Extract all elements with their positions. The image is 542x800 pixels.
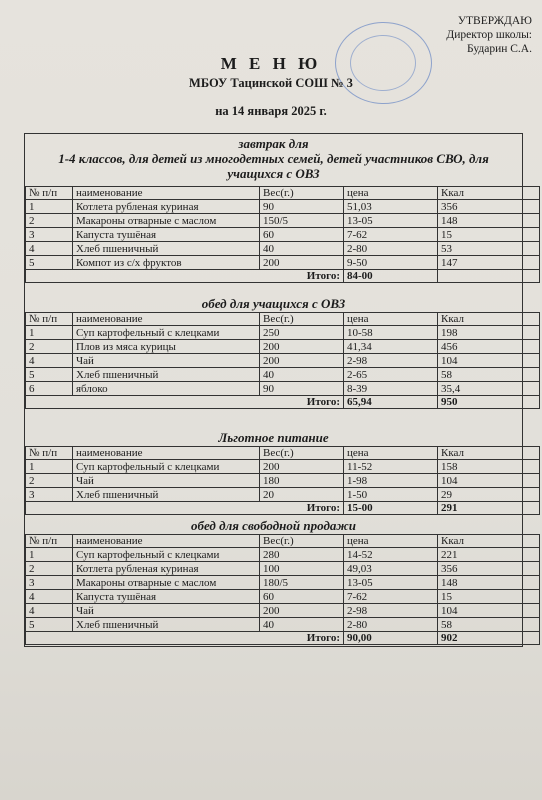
approver-position: Директор школы: bbox=[446, 29, 532, 41]
table-cell: 180 bbox=[260, 474, 344, 488]
section-title-line: Льготное питание bbox=[218, 430, 329, 445]
column-header: № п/п bbox=[26, 187, 73, 200]
table-cell: 200 bbox=[260, 354, 344, 368]
table-cell: 1 bbox=[26, 460, 73, 474]
table-cell: 90 bbox=[260, 200, 344, 214]
table-cell: 10-58 bbox=[344, 326, 438, 340]
table-cell: 13-05 bbox=[344, 576, 438, 590]
table-cell: 13-05 bbox=[344, 214, 438, 228]
table-row bbox=[26, 604, 540, 618]
table-cell: 5 bbox=[26, 618, 73, 632]
table-cell: 104 bbox=[438, 354, 540, 368]
total-kcal bbox=[438, 270, 540, 283]
table-cell: Макароны отварные с маслом bbox=[73, 576, 260, 590]
table-cell: 35,4 bbox=[438, 382, 540, 396]
table-row bbox=[26, 214, 540, 228]
section-title-line: завтрак для bbox=[238, 136, 309, 151]
table-row bbox=[26, 368, 540, 382]
section-title bbox=[25, 430, 522, 445]
column-header: наименование bbox=[73, 313, 260, 326]
table-row bbox=[26, 256, 540, 270]
school-name: МБОУ Тацинской СОШ № 3 bbox=[189, 76, 353, 90]
menu-date: на 14 января 2025 г. bbox=[215, 104, 327, 118]
total-price: 84-00 bbox=[344, 270, 438, 283]
column-header: Ккал bbox=[438, 187, 540, 200]
total-label: Итого: bbox=[26, 396, 344, 409]
total-kcal: 902 bbox=[438, 632, 540, 645]
table-cell: 2-80 bbox=[344, 618, 438, 632]
table-cell: 2-98 bbox=[344, 604, 438, 618]
table-cell: 104 bbox=[438, 474, 540, 488]
total-row bbox=[26, 396, 540, 409]
column-header: Вес(г.) bbox=[260, 187, 344, 200]
table-row bbox=[26, 562, 540, 576]
table-cell: 6 bbox=[26, 382, 73, 396]
section-title-line: учащихся с ОВЗ bbox=[227, 166, 320, 181]
total-label: Итого: bbox=[26, 270, 344, 283]
table-cell: 60 bbox=[260, 590, 344, 604]
table-cell: 356 bbox=[438, 562, 540, 576]
total-label: Итого: bbox=[26, 502, 344, 515]
total-price: 65,94 bbox=[344, 396, 438, 409]
approve-label: УТВЕРЖДАЮ bbox=[457, 15, 532, 27]
table-cell: 148 bbox=[438, 576, 540, 590]
table-cell: 221 bbox=[438, 548, 540, 562]
table-cell: Хлеб пшеничный bbox=[73, 368, 260, 382]
column-header: Вес(г.) bbox=[260, 447, 344, 460]
table-cell: 200 bbox=[260, 256, 344, 270]
table-row bbox=[26, 576, 540, 590]
section-title-line: 1-4 классов, для детей из многодетных семей, детей участников СВО, для bbox=[58, 151, 489, 166]
table-cell: 40 bbox=[260, 618, 344, 632]
table-header-row bbox=[26, 447, 540, 460]
table-cell: Компот из с/х фруктов bbox=[73, 256, 260, 270]
table-cell: 200 bbox=[260, 340, 344, 354]
section-title-line: обед для учащихся с ОВЗ bbox=[201, 296, 346, 311]
table-cell: 4 bbox=[26, 354, 73, 368]
table-cell: Суп картофельный с клецками bbox=[73, 548, 260, 562]
table-cell: 1-98 bbox=[344, 474, 438, 488]
table-row bbox=[26, 474, 540, 488]
table-cell: 11-52 bbox=[344, 460, 438, 474]
table-cell: 2 bbox=[26, 214, 73, 228]
table-cell: 58 bbox=[438, 368, 540, 382]
page-title: М Е Н Ю bbox=[220, 54, 322, 73]
table-cell: 29 bbox=[438, 488, 540, 502]
table-row bbox=[26, 326, 540, 340]
table-cell: 49,03 bbox=[344, 562, 438, 576]
column-header: № п/п bbox=[26, 447, 73, 460]
table-cell: 3 bbox=[26, 228, 73, 242]
table-cell: 280 bbox=[260, 548, 344, 562]
table-cell: 5 bbox=[26, 368, 73, 382]
table-cell: Чай bbox=[73, 474, 260, 488]
section-title bbox=[25, 296, 522, 311]
total-price: 90,00 bbox=[344, 632, 438, 645]
table-row bbox=[26, 382, 540, 396]
menu-table bbox=[25, 534, 540, 645]
table-cell: 9-50 bbox=[344, 256, 438, 270]
table-cell: 51,03 bbox=[344, 200, 438, 214]
table-cell: 456 bbox=[438, 340, 540, 354]
table-cell: 3 bbox=[26, 576, 73, 590]
table-cell: 147 bbox=[438, 256, 540, 270]
table-cell: Капуста тушёная bbox=[73, 590, 260, 604]
approver-name: Бударин С.А. bbox=[467, 43, 532, 55]
table-cell: Хлеб пшеничный bbox=[73, 488, 260, 502]
table-cell: 41,34 bbox=[344, 340, 438, 354]
table-row bbox=[26, 488, 540, 502]
table-cell: Хлеб пшеничный bbox=[73, 618, 260, 632]
menu-table bbox=[25, 446, 540, 515]
table-row bbox=[26, 340, 540, 354]
approval-block bbox=[446, 14, 532, 56]
column-header: Ккал bbox=[438, 313, 540, 326]
menu-table bbox=[25, 186, 540, 283]
column-header: цена bbox=[344, 187, 438, 200]
section-title-line: обед для свободной продажи bbox=[190, 518, 356, 533]
total-row bbox=[26, 632, 540, 645]
table-row bbox=[26, 354, 540, 368]
table-cell: 4 bbox=[26, 590, 73, 604]
table-cell: 58 bbox=[438, 618, 540, 632]
table-cell: 53 bbox=[438, 242, 540, 256]
column-header: наименование bbox=[73, 535, 260, 548]
table-cell: 1 bbox=[26, 200, 73, 214]
column-header: цена bbox=[344, 447, 438, 460]
column-header: Вес(г.) bbox=[260, 535, 344, 548]
table-cell: 1 bbox=[26, 326, 73, 340]
table-header-row bbox=[26, 187, 540, 200]
table-cell: 40 bbox=[260, 368, 344, 382]
table-cell: 20 bbox=[260, 488, 344, 502]
table-cell: 60 bbox=[260, 228, 344, 242]
table-cell: 7-62 bbox=[344, 590, 438, 604]
table-cell: 90 bbox=[260, 382, 344, 396]
table-cell: 2-98 bbox=[344, 354, 438, 368]
table-cell: 148 bbox=[438, 214, 540, 228]
column-header: цена bbox=[344, 313, 438, 326]
total-row bbox=[26, 502, 540, 515]
section-title bbox=[25, 136, 522, 181]
menu-table bbox=[25, 312, 540, 409]
table-row bbox=[26, 618, 540, 632]
table-row bbox=[26, 242, 540, 256]
table-cell: 150/5 bbox=[260, 214, 344, 228]
total-price: 15-00 bbox=[344, 502, 438, 515]
column-header: Ккал bbox=[438, 447, 540, 460]
section-title bbox=[25, 518, 522, 533]
table-cell: 356 bbox=[438, 200, 540, 214]
table-cell: 2 bbox=[26, 340, 73, 354]
table-cell: 2-65 bbox=[344, 368, 438, 382]
table-cell: 4 bbox=[26, 242, 73, 256]
column-header: цена bbox=[344, 535, 438, 548]
table-cell: 2-80 bbox=[344, 242, 438, 256]
table-cell: 15 bbox=[438, 228, 540, 242]
table-cell: Суп картофельный с клецками bbox=[73, 460, 260, 474]
table-row bbox=[26, 548, 540, 562]
table-row bbox=[26, 228, 540, 242]
table-cell: 250 bbox=[260, 326, 344, 340]
table-cell: 8-39 bbox=[344, 382, 438, 396]
table-cell: 200 bbox=[260, 604, 344, 618]
table-cell: 5 bbox=[26, 256, 73, 270]
table-cell: Макароны отварные с маслом bbox=[73, 214, 260, 228]
table-cell: 200 bbox=[260, 460, 344, 474]
table-cell: 158 bbox=[438, 460, 540, 474]
table-cell: Чай bbox=[73, 354, 260, 368]
table-cell: 104 bbox=[438, 604, 540, 618]
column-header: наименование bbox=[73, 187, 260, 200]
table-cell: Суп картофельный с клецками bbox=[73, 326, 260, 340]
column-header: № п/п bbox=[26, 313, 73, 326]
total-label: Итого: bbox=[26, 632, 344, 645]
table-cell: 198 bbox=[438, 326, 540, 340]
menu-frame bbox=[24, 133, 523, 647]
table-cell: Чай bbox=[73, 604, 260, 618]
table-header-row bbox=[26, 313, 540, 326]
table-cell: 7-62 bbox=[344, 228, 438, 242]
table-cell: яблоко bbox=[73, 382, 260, 396]
table-cell: 100 bbox=[260, 562, 344, 576]
table-cell: 2 bbox=[26, 474, 73, 488]
table-cell: Котлета рубленая куриная bbox=[73, 200, 260, 214]
column-header: наименование bbox=[73, 447, 260, 460]
table-cell: 2 bbox=[26, 562, 73, 576]
table-cell: 1-50 bbox=[344, 488, 438, 502]
table-cell: 4 bbox=[26, 604, 73, 618]
total-kcal: 291 bbox=[438, 502, 540, 515]
total-row bbox=[26, 270, 540, 283]
table-row bbox=[26, 590, 540, 604]
table-cell: Капуста тушёная bbox=[73, 228, 260, 242]
table-row bbox=[26, 200, 540, 214]
table-header-row bbox=[26, 535, 540, 548]
table-cell: Хлеб пшеничный bbox=[73, 242, 260, 256]
table-cell: Плов из мяса курицы bbox=[73, 340, 260, 354]
table-cell: 40 bbox=[260, 242, 344, 256]
table-cell: 15 bbox=[438, 590, 540, 604]
column-header: № п/п bbox=[26, 535, 73, 548]
table-cell: 3 bbox=[26, 488, 73, 502]
total-kcal: 950 bbox=[438, 396, 540, 409]
table-cell: 14-52 bbox=[344, 548, 438, 562]
table-cell: 1 bbox=[26, 548, 73, 562]
table-cell: 180/5 bbox=[260, 576, 344, 590]
column-header: Вес(г.) bbox=[260, 313, 344, 326]
column-header: Ккал bbox=[438, 535, 540, 548]
table-row bbox=[26, 460, 540, 474]
table-cell: Котлета рубленая куриная bbox=[73, 562, 260, 576]
